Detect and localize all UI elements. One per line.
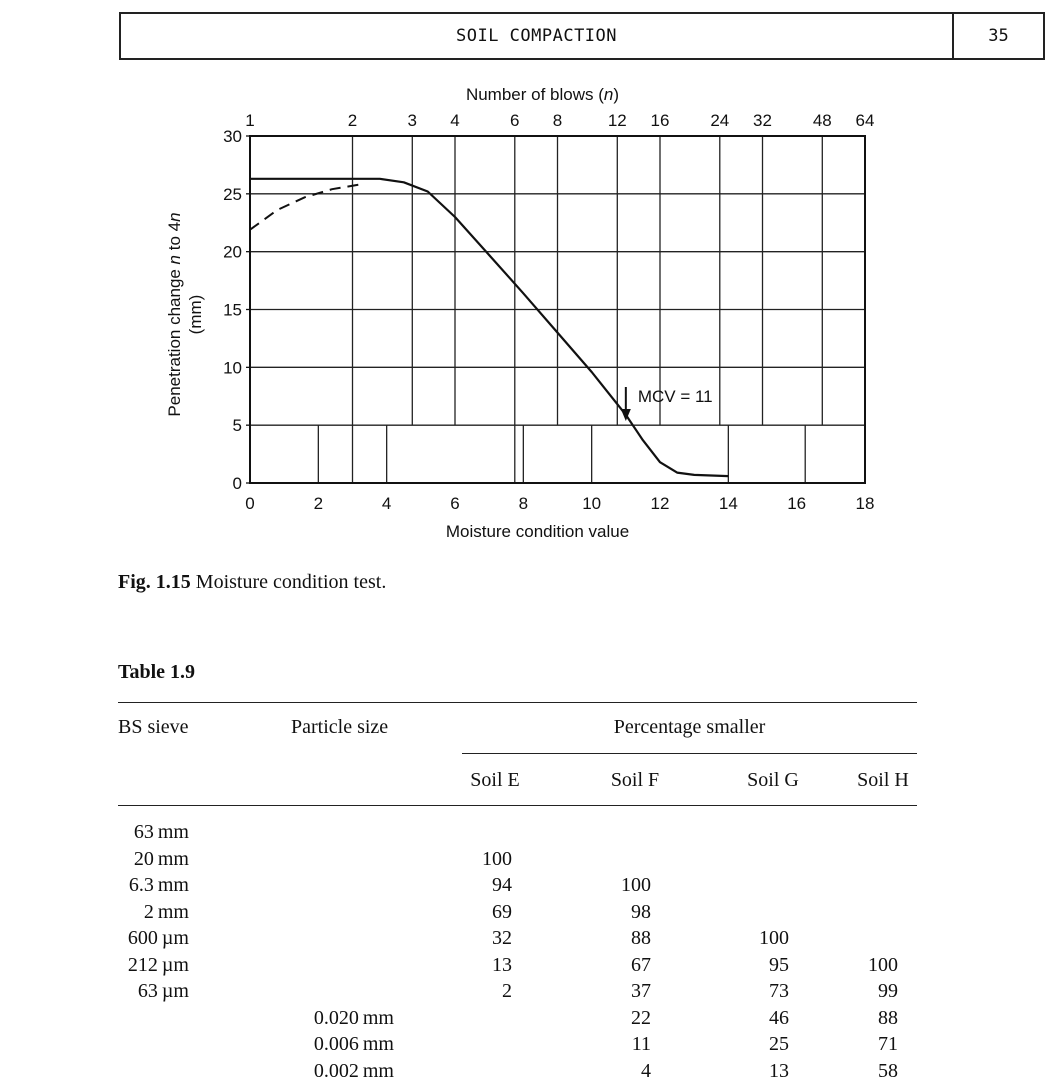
y-axis-label-line1 — [165, 212, 184, 416]
top-tick-label: 6 — [510, 111, 520, 130]
cell-soil-h: 88 — [878, 1006, 898, 1029]
cell-soil-h: 99 — [878, 980, 898, 1002]
cell-soil-g: 46 — [769, 1006, 789, 1029]
x-axis-label: Moisture condition value — [445, 522, 630, 541]
cell-bs-sieve: 600 µm — [127, 927, 189, 949]
group-header-rule — [462, 753, 917, 754]
x-tick-label: 12 — [650, 494, 670, 513]
x-tick-label: 16 — [787, 494, 807, 513]
col-header-soil-h: Soil H — [857, 769, 909, 791]
col-header-particle-size: Particle size — [291, 716, 389, 738]
top-axis-label-part: ) — [613, 85, 620, 104]
y-tick-label: 0 — [232, 474, 242, 493]
top-axis-label-part: n — [603, 85, 614, 104]
top-tick-label: 24 — [710, 111, 730, 130]
y-tick-label: 25 — [223, 184, 242, 204]
x-tick-label: 18 — [855, 494, 875, 513]
x-tick-label: 4 — [381, 494, 392, 513]
header-bottom-rule — [118, 805, 917, 806]
running-title: SOIL COMPACTION — [455, 26, 618, 46]
top-axis-label — [466, 85, 619, 104]
cell-soil-f: 22 — [631, 1006, 651, 1029]
cell-soil-e: 13 — [492, 953, 512, 976]
top-tick-label: 4 — [450, 111, 460, 130]
cell-particle-size: 0.020 mm — [313, 1006, 394, 1029]
x-tick-label: 14 — [718, 494, 738, 513]
x-tick-label: 8 — [518, 494, 529, 513]
top-tick-label: 48 — [812, 111, 832, 130]
top-axis-label-part: Number of blows ( — [465, 85, 604, 104]
col-header-soil-f: Soil F — [610, 769, 660, 791]
y-tick-label: 20 — [223, 242, 242, 262]
cell-bs-sieve: 2 mm — [143, 900, 189, 923]
solid-curve — [250, 179, 728, 476]
top-tick-label: 32 — [753, 111, 772, 130]
top-tick-label: 64 — [855, 111, 875, 130]
col-header-bs-sieve: BS sieve — [118, 716, 189, 738]
y-axis-label-part: to 4 — [165, 221, 184, 255]
y-axis-label-part: n — [165, 212, 184, 222]
figure-label: Fig. 1.15 — [118, 571, 191, 593]
top-tick-label: 16 — [650, 111, 670, 130]
cell-soil-f: 88 — [631, 927, 651, 949]
moisture-condition-chart — [150, 78, 890, 548]
col-header-soil-e: Soil E — [470, 769, 520, 791]
mcv-annotation: MCV = 11 — [637, 386, 713, 406]
cell-soil-f: 11 — [631, 1033, 651, 1055]
cell-soil-e: 100 — [482, 847, 512, 870]
cell-soil-e: 94 — [492, 874, 512, 896]
y-tick-label: 30 — [223, 127, 242, 146]
cell-soil-f: 98 — [631, 900, 651, 923]
col-header-percentage-smaller: Percentage smaller — [613, 716, 766, 738]
col-header-soil-g: Soil G — [747, 769, 799, 791]
cell-soil-g: 100 — [759, 927, 789, 949]
cell-soil-h: 58 — [878, 1059, 898, 1082]
cell-soil-f: 67 — [631, 953, 651, 976]
y-axis-label-part: n — [165, 254, 184, 265]
cell-particle-size: 0.002 mm — [313, 1059, 394, 1082]
table-top-rule — [118, 702, 917, 703]
figure-caption — [118, 571, 386, 594]
x-tick-label: 0 — [245, 494, 255, 513]
cell-bs-sieve: 63 µm — [137, 980, 189, 1002]
running-header — [119, 12, 954, 60]
x-tick-label: 10 — [582, 494, 602, 513]
cell-bs-sieve: 63 mm — [133, 821, 189, 843]
cell-bs-sieve: 6.3 mm — [128, 874, 189, 896]
cell-soil-g: 73 — [769, 980, 789, 1002]
page-number: 35 — [988, 26, 1009, 46]
cell-soil-e: 2 — [502, 980, 512, 1002]
cell-bs-sieve: 212 µm — [127, 953, 189, 976]
cell-soil-g: 13 — [769, 1059, 789, 1082]
cell-soil-h: 71 — [878, 1033, 898, 1055]
table-title: Table 1.9 — [118, 661, 196, 683]
y-tick-label: 5 — [232, 416, 242, 436]
cell-bs-sieve: 20 mm — [133, 847, 189, 870]
cell-soil-g: 95 — [769, 953, 789, 976]
cell-soil-g: 25 — [769, 1033, 789, 1055]
y-axis-label-part: Penetration change — [165, 264, 184, 417]
top-tick-label: 1 — [245, 111, 255, 130]
x-tick-label: 6 — [450, 494, 460, 513]
cell-soil-f: 4 — [641, 1059, 651, 1082]
y-axis-label-line2: (mm) — [186, 294, 205, 335]
top-tick-label: 3 — [407, 111, 418, 130]
cell-soil-f: 37 — [631, 980, 651, 1002]
top-tick-label: 8 — [552, 111, 563, 130]
top-tick-label: 2 — [347, 111, 358, 130]
cell-soil-f: 100 — [621, 874, 651, 896]
cell-soil-e: 69 — [492, 900, 512, 923]
cell-soil-h: 100 — [868, 953, 898, 976]
y-tick-label: 10 — [223, 358, 242, 378]
figure-caption-text: Moisture condition test. — [190, 571, 387, 593]
top-tick-label: 12 — [607, 111, 627, 130]
y-tick-label: 15 — [223, 300, 242, 320]
dashed-curve — [250, 185, 359, 230]
x-tick-label: 2 — [313, 494, 324, 513]
cell-soil-e: 32 — [492, 927, 512, 949]
page-number-box — [952, 12, 1045, 60]
cell-particle-size: 0.006 mm — [313, 1033, 394, 1055]
